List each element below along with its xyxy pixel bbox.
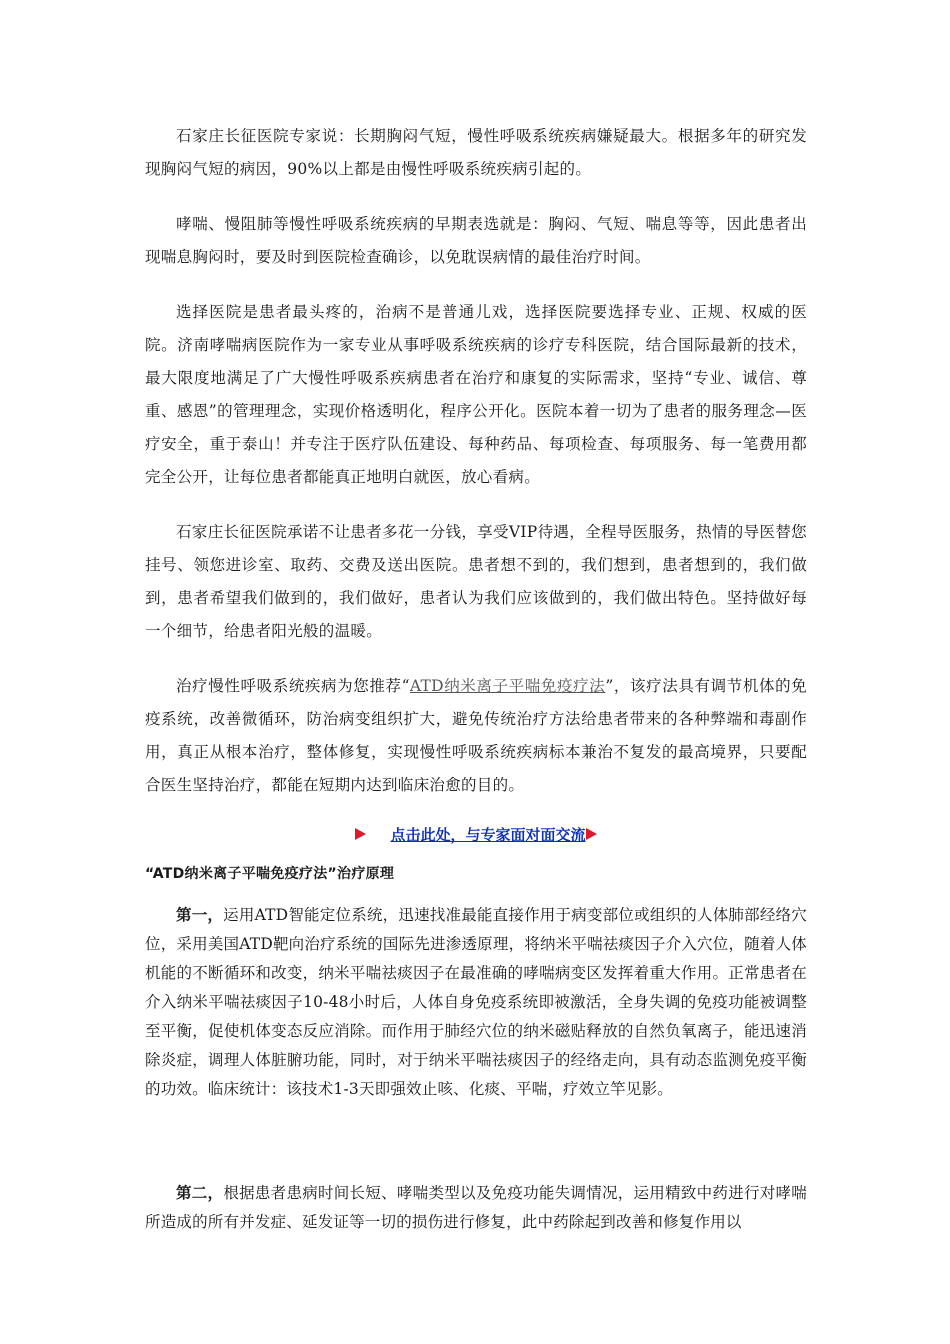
consult-link[interactable]: 点击此处，与专家面对面交流 [390,826,586,844]
paragraph-3: 选择医院是患者最头疼的，治病不是普通儿戏，选择医院要选择专业、正规、权威的医院。济南哮喘病医院作为一家专业从事呼吸系统疾病的诊疗专科医院，结合国际最新的技术，最大限度地满足了广大慢性呼吸系疾病患者在治疗和康复的实际需求，坚持“专业、诚信、尊重、感恩”的管理理念，实现价格透明化，程序公开化。医院本着一切为了患者的服务理念—医疗安全，重于泰山！并专注于医疗队伍建设、每种药品、每项检查、每项服务、每一笔费用都完全公开，让每位患者都能真正地明白就医，放心看病。 [145,303,807,486]
paragraph-1: 石家庄长征医院专家说：长期胸闷气短，慢性呼吸系统疾病嫌疑最大。根据多年的研究发现胸闷气短的病因，90%以上都是由慢性呼吸系统疾病引起的。 [145,127,807,178]
section-heading: “ATD纳米离子平喘免疫疗法”治疗原理 [145,866,395,882]
paragraph-4: 石家庄长征医院承诺不让患者多花一分钱，享受VIP待遇，全程导医服务，热情的导医替您挂号、领您进诊室、取药、交费及送出医院。患者想不到的，我们想到，患者想到的，我们做到，患者希望我们做到的，我们做好，患者认为我们应该做到的，我们做出特色。坚持做好每一个细节，给患者阳光般的温暖。 [145,523,807,640]
point-1 [145,901,807,1104]
point-2-lead: 第二， [176,1184,224,1202]
consult-cta [145,824,807,845]
document-page [145,120,807,1237]
therapy-text-after: ”，该疗法具有调节机体的免疫系统，改善微循环，防治病变组织扩大，避免传统治疗方法给患者带来的各种弊端和毒副作用，真正从根本治疗，整体修复，实现慢性呼吸系统疾病标本兼治不复发的最高境界，只要配合医生坚持治疗，都能在短期内达到临床治愈的目的。 [145,677,807,794]
therapy-text-before: 治疗慢性呼吸系统疾病为您推荐“ [176,677,410,695]
spacer [145,1104,807,1179]
arrow-right-icon [586,828,597,840]
point-1-text: 运用ATD智能定位系统，迅速找准最能直接作用于病变部位或组织的人体肺部经络穴位，采用美国ATD靶向治疗系统的国际先进渗透原理，将纳米平喘祛痰因子介入穴位，随着人体机能的不断循环和改变，纳米平喘祛痰因子在最准确的哮喘病变区发挥着重大作用。正常患者在介入纳米平喘祛痰因子10-48小时后，人体自身免疫系统即被激活，全身失调的免疫功能被调整至平衡，促使机体变态反应消除。而作用于肺经穴位的纳米磁贴释放的自然负氧离子，能迅速消除炎症，调理人体脏腑功能，同时，对于纳米平喘祛痰因子的经络走向，具有动态监测免疫平衡的功效。临床统计：该技术1-3天即强效止咳、化痰、平喘，疗效立竿见影。 [145,906,807,1098]
paragraph-2: 哮喘、慢阻肺等慢性呼吸系统疾病的早期表选就是：胸闷、气短、喘息等等，因此患者出现喘息胸闷时，要及时到医院检查确诊，以免耽误病情的最佳治疗时间。 [145,215,807,266]
paragraph-therapy [145,670,807,802]
arrow-right-icon [355,828,366,840]
point-1-lead: 第一， [176,906,224,924]
point-2 [145,1179,807,1237]
point-2-text: 根据患者患病时间长短、哮喘类型以及免疫功能失调情况，运用精致中药进行对哮喘所造成的所有并发症、延发证等一切的损伤进行修复，此中药除起到改善和修复作用以 [145,1184,808,1231]
therapy-link[interactable]: ATD纳米离子平喘免疫疗法 [409,677,606,695]
